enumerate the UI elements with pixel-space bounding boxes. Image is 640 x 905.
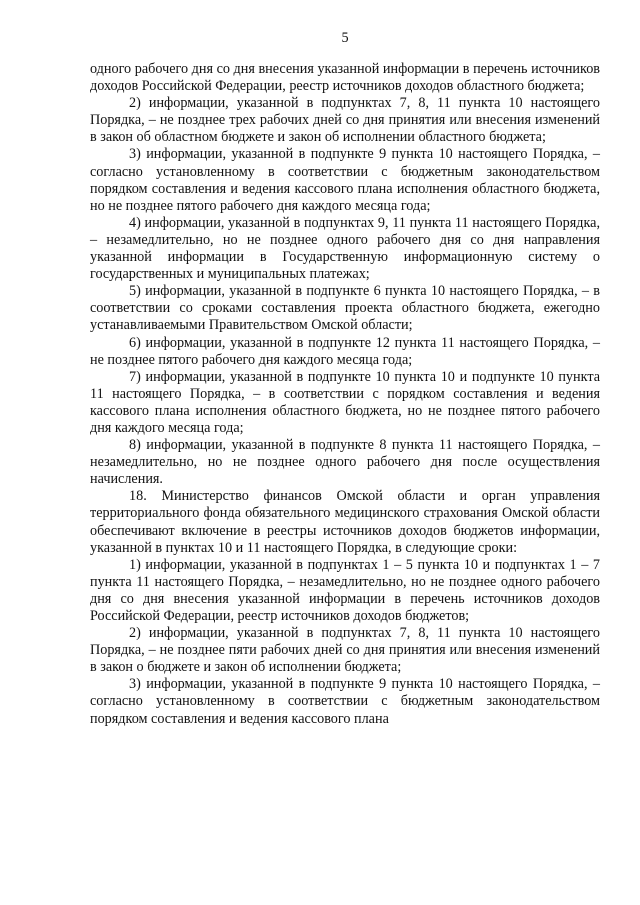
paragraph-12: 3) информации, указанной в подпункте 9 пункта 10 настоящего Порядка, – согласно установленному в соответствии с бюджетным законодательством порядком составления и ведения кассового плана	[90, 676, 600, 727]
paragraph-9: 18. Министерство финансов Омской области и орган управления территориального фонда обязательного медицинского страхования Омской области обеспечивают включение в реестры источников доходов бюджетов информации, указанной в пунктах 10 и 11 настоящего Порядка, в следующие сроки:	[90, 488, 600, 556]
paragraph-8: 8) информации, указанной в подпункте 8 пункта 11 настоящего Порядка, – незамедлительно, но не позднее одного рабочего дня после осуществления начисления.	[90, 437, 600, 488]
paragraph-11: 2) информации, указанной в подпунктах 7, 8, 11 пункта 10 настоящего Порядка, – не позднее пяти рабочих дней со дня принятия или внесения изменений в закон о бюджете и закон об исполнении бюджета;	[90, 625, 600, 676]
paragraph-1: одного рабочего дня со дня внесения указанной информации в перечень источников доходов Российской Федерации, реестр источников доходов областного бюджета;	[90, 61, 600, 95]
paragraph-4: 4) информации, указанной в подпунктах 9, 11 пункта 11 настоящего Порядка, – незамедлительно, но не позднее одного рабочего дня со дня направления указанной информации в Государственную информационную систему о государственных и муниципальных платежах;	[90, 214, 600, 283]
page-number: 5	[341, 30, 349, 46]
paragraph-6: 6) информации, указанной в подпункте 12 пункта 11 настоящего Порядка, – не позднее пятого рабочего дня каждого месяца года;	[90, 334, 600, 368]
document-page	[90, 30, 600, 728]
paragraph-2: 2) информации, указанной в подпунктах 7, 8, 11 пункта 10 настоящего Порядка, – не позднее трех рабочих дней со дня принятия или внесения изменений в закон об областном бюджете и закон об исполнении областного бюджета;	[90, 95, 600, 146]
paragraph-5: 5) информации, указанной в подпункте 6 пункта 10 настоящего Порядка, – в соответствии со сроками составления проекта областного бюджета, ежегодно устанавливаемыми Правительством Омской области;	[90, 283, 600, 334]
paragraph-3: 3) информации, указанной в подпункте 9 пункта 10 настоящего Порядка, – согласно установленному в соответствии с бюджетным законодательством порядком составления и ведения кассового плана исполнения областного бюджета, но не позднее пятого рабочего дня каждого месяца года;	[90, 146, 600, 214]
paragraph-10: 1) информации, указанной в подпунктах 1 – 5 пункта 10 и подпунктах 1 – 7 пункта 11 настоящего Порядка, – незамедлительно, но не позднее одного рабочего дня со дня внесения указанной информации в перечень источников доходов Российской Федерации, реестр источников доходов бюджетов;	[90, 556, 600, 624]
paragraph-7: 7) информации, указанной в подпункте 10 пункта 10 и подпункте 10 пункта 11 настоящего Порядка, – в соответствии с порядком составления и ведения кассового плана исполнения областного бюджета, но не позднее пятого рабочего дня каждого месяца года;	[90, 368, 600, 436]
